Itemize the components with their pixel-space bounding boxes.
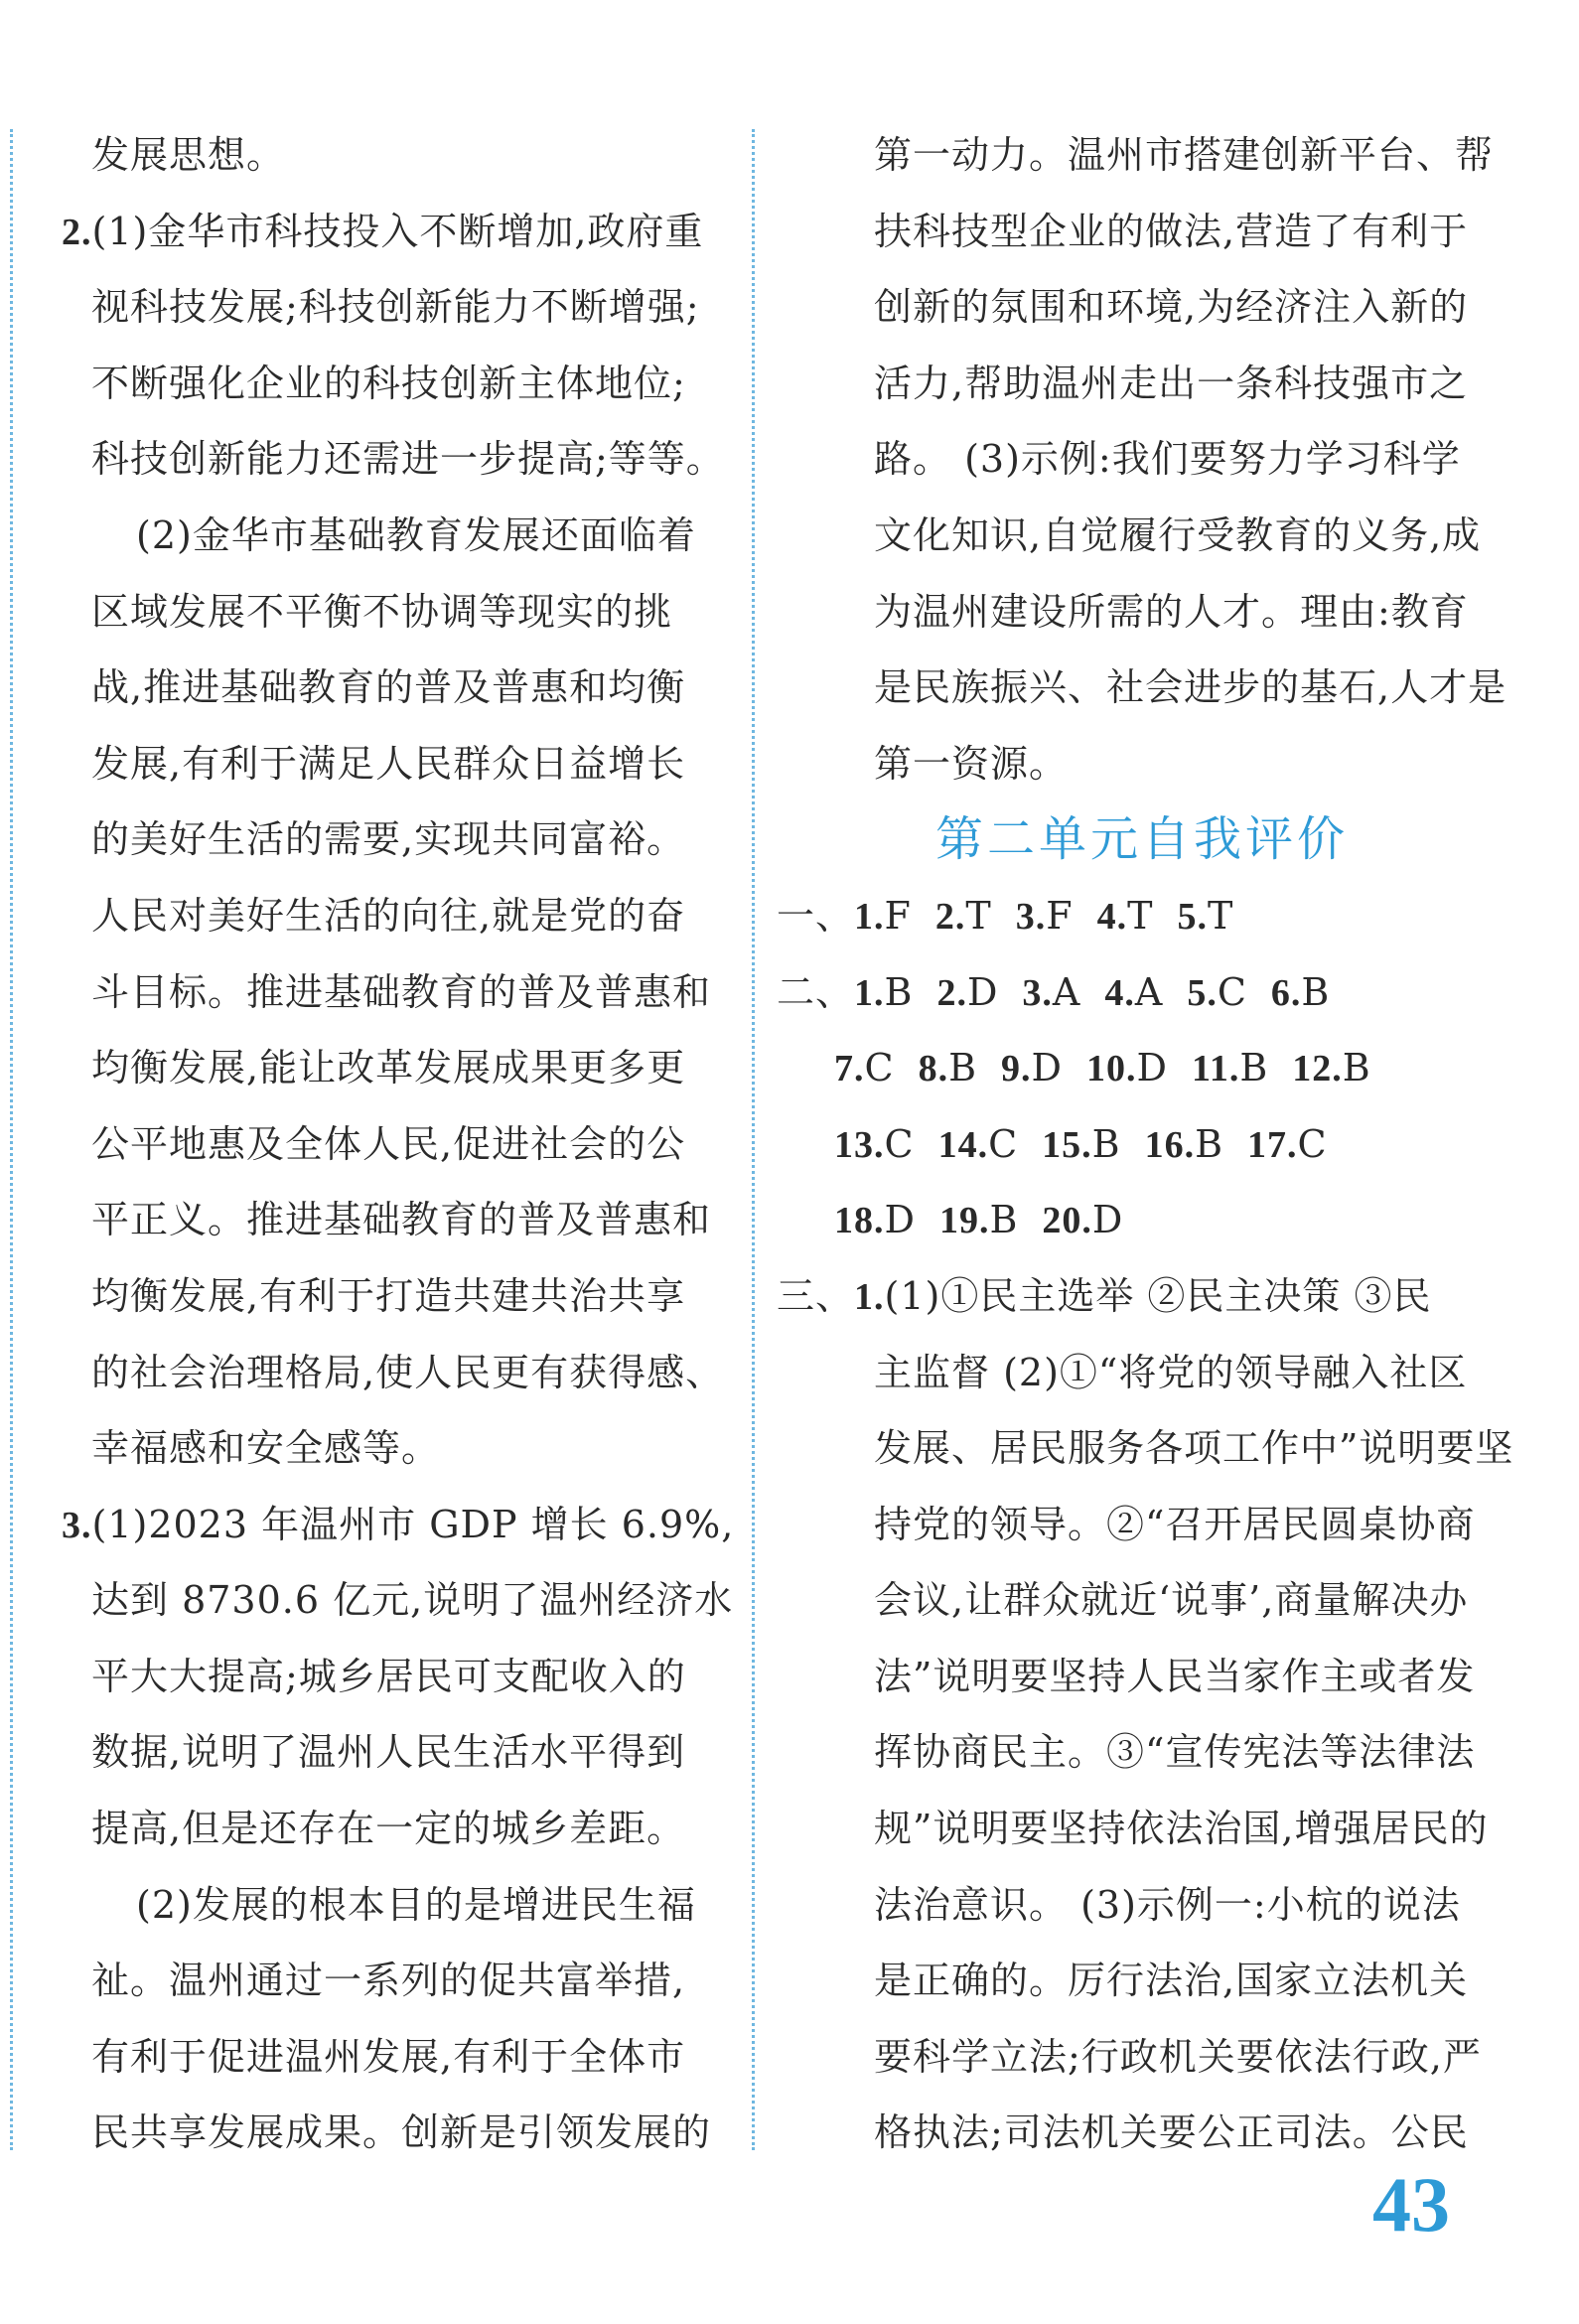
- answer-letter: C: [884, 1121, 915, 1166]
- answer-letter: C: [1217, 969, 1247, 1014]
- text-line: [91, 954, 735, 1031]
- answer-letter: D: [884, 1198, 916, 1242]
- text-line: [91, 1410, 735, 1487]
- question-number: 9.: [1001, 1048, 1032, 1090]
- answer-letter: B: [1239, 1046, 1269, 1090]
- line-text: 平正义。推进基础教育的普及普惠和: [91, 1198, 712, 1242]
- item-number: 2.: [62, 211, 92, 253]
- right-column: [777, 117, 1514, 2171]
- answer-row: [777, 878, 1470, 954]
- question-number: 17.: [1247, 1123, 1298, 1166]
- answer-item: [1145, 1106, 1223, 1184]
- line-text: 战,推进基础教育的普及普惠和均衡: [91, 665, 686, 710]
- text-line: 创新的氛围和环境,为经济注入新的: [874, 285, 1469, 330]
- text-line: 为温州建设所需的人才。理由:教育: [874, 589, 1469, 634]
- answer-letter: C: [1297, 1121, 1328, 1166]
- text-line: 持党的领导。②“召开居民圆桌协商: [874, 1502, 1476, 1546]
- left-column: [62, 117, 735, 2171]
- text-line: [91, 1106, 735, 1183]
- answer-row: [777, 954, 1470, 1031]
- answer-item: [834, 1030, 895, 1107]
- answer-letter: D: [1031, 1046, 1063, 1090]
- part3-prefix: 三、: [777, 1273, 855, 1318]
- text-line: [91, 1030, 735, 1106]
- answer-letter: B: [884, 969, 914, 1014]
- line-text: 斗目标。推进基础教育的普及普惠和: [91, 969, 712, 1014]
- text-line: 发展、居民服务各项工作中”说明要坚: [874, 1426, 1514, 1471]
- answer-letter: B: [1195, 1121, 1224, 1166]
- line-text: 达到 8730.6 亿元,说明了温州经济水: [91, 1578, 734, 1623]
- text-line: 是正确的。厉行法治,国家立法机关: [874, 1959, 1469, 2003]
- line-text: 人民对美好生活的向往,就是党的奋: [91, 893, 686, 938]
- text-line: 法”说明要坚持人民当家作主或者发: [874, 1654, 1476, 1698]
- answer-letter: B: [989, 1198, 1019, 1242]
- question-number: 10.: [1085, 1048, 1137, 1090]
- answer-item: [1097, 878, 1154, 955]
- text-line: 格执法;司法机关要公正司法。公民: [874, 2110, 1469, 2155]
- answer-letter: D: [1091, 1198, 1124, 1242]
- line-text: 提高,但是还存在一定的城乡差距。: [91, 1807, 686, 1851]
- line-text: 不断强化企业的科技创新主体地位;: [91, 361, 686, 405]
- answer-item: [919, 1030, 977, 1107]
- text-line: 主监督 (2)①“将党的领导融入社区: [874, 1350, 1468, 1394]
- line-text: (2)发展的根本目的是增进民生福: [136, 1882, 696, 1927]
- question-number: 5.: [1187, 971, 1218, 1014]
- line-text: 公平地惠及全体人民,促进社会的公: [91, 1121, 686, 1166]
- line-text: 祉。温州通过一系列的促共富举措,: [91, 1959, 686, 2003]
- item-number: 3.: [62, 1504, 92, 1546]
- answer-row: [785, 1182, 1470, 1258]
- answer-letter: C: [988, 1121, 1019, 1166]
- line-text: 均衡发展,能让改革发展成果更多更: [91, 1046, 686, 1090]
- answer-letter: F: [1046, 893, 1074, 938]
- section-title: 第二单元自我评价: [934, 811, 1349, 868]
- question-number: 6.: [1270, 971, 1302, 1014]
- question-number: 14.: [937, 1123, 989, 1166]
- question-number: 1.: [854, 895, 885, 938]
- text-line: 法治意识。 (3)示例一:小杭的说法: [874, 1882, 1461, 1927]
- text-line: [91, 346, 735, 422]
- part3-number: 1.: [854, 1275, 885, 1318]
- text-line: 活力,帮助温州走出一条科技强市之: [874, 361, 1469, 405]
- text-line: [91, 1182, 735, 1258]
- answer-letter: D: [966, 969, 999, 1014]
- line-text: 发展思想。: [91, 133, 286, 177]
- text-line: 规”说明要坚持依法治国,增强居民的: [874, 1807, 1489, 1851]
- question-number: 19.: [938, 1200, 990, 1242]
- question-number: 3.: [1015, 895, 1047, 938]
- text-line: 扶科技型企业的做法,营造了有利于: [874, 209, 1469, 253]
- text-line: 第一资源。: [874, 741, 1069, 786]
- answer-letter: T: [1207, 893, 1234, 938]
- question-number: 11.: [1191, 1048, 1240, 1090]
- text-line: [91, 421, 735, 498]
- answer-item: [1104, 954, 1163, 1032]
- answer-item: [1016, 878, 1074, 955]
- answer-item: [1001, 1030, 1063, 1107]
- text-line: [91, 1639, 735, 1715]
- line-text: 数据,说明了温州人民生活水平得到: [91, 1730, 686, 1775]
- answer-item: [935, 878, 992, 955]
- answer-letter: A: [1052, 969, 1081, 1014]
- text-line: [91, 1943, 735, 2019]
- answer-row: [785, 1106, 1470, 1183]
- answer-letter: B: [1091, 1121, 1121, 1166]
- line-text: 科技创新能力还需进一步提高;等等。: [91, 437, 725, 482]
- right-column-top-text: [785, 117, 1507, 801]
- question-number: 5.: [1177, 895, 1208, 938]
- text-line: [91, 1714, 735, 1791]
- question-number: 13.: [834, 1123, 885, 1166]
- text-line: [91, 878, 735, 954]
- text-line: 挥协商民主。③“宣传宪法等法律法: [874, 1730, 1476, 1775]
- answer-item: [1187, 954, 1247, 1032]
- text-line: [91, 117, 735, 194]
- answer-letter: F: [884, 893, 912, 938]
- answer-letter: A: [1134, 969, 1164, 1014]
- text-line: [91, 2019, 735, 2096]
- answer-item: [854, 954, 913, 1032]
- answer-item: [939, 1182, 1018, 1259]
- answer-letter: T: [965, 893, 992, 938]
- answer-row: [785, 1030, 1470, 1106]
- section-prefix: 二、: [777, 969, 855, 1014]
- line-text: 民共享发展成果。创新是引领发展的: [91, 2110, 712, 2155]
- question-number: 15.: [1042, 1123, 1092, 1166]
- answer-letter: B: [1301, 969, 1331, 1014]
- line-text: (1)2023 年温州市 GDP 增长 6.9%,: [91, 1502, 735, 1546]
- question-number: 18.: [834, 1200, 885, 1242]
- answer-item: [834, 1106, 915, 1184]
- answer-item: [938, 1106, 1019, 1184]
- section-prefix: 一、: [777, 893, 855, 938]
- text-line: [91, 269, 735, 346]
- answer-item: [834, 1182, 916, 1259]
- part3-text: [785, 1335, 1514, 2172]
- line-text: 有利于促进温州发展,有利于全体市: [91, 2034, 686, 2079]
- text-line: [62, 1487, 735, 1563]
- question-number: 20.: [1042, 1200, 1092, 1242]
- line-text: 的社会治理格局,使人民更有获得感、: [91, 1350, 725, 1394]
- question-number: 1.: [854, 971, 885, 1014]
- text-line: [91, 574, 735, 651]
- answer-item: [1042, 1182, 1123, 1259]
- answer-letter: B: [1342, 1046, 1371, 1090]
- page-number: 43: [1372, 2161, 1450, 2248]
- line-text: 的美好生活的需要,实现共同富裕。: [91, 817, 686, 862]
- answer-item: [854, 878, 912, 955]
- answer-item: [1271, 954, 1330, 1032]
- text-line: 会议,让群众就近‘说事’,商量解决办: [874, 1578, 1469, 1623]
- line-text: 幸福感和安全感等。: [91, 1426, 441, 1471]
- question-number: 3.: [1022, 971, 1053, 1014]
- question-number: 2.: [934, 895, 966, 938]
- answer-letter: D: [1136, 1046, 1168, 1090]
- line-text: 均衡发展,有利于打造共建共治共享: [91, 1273, 686, 1318]
- text-line: [91, 801, 735, 878]
- answer-item: [936, 954, 998, 1032]
- answer-letter: T: [1127, 893, 1154, 938]
- line-text: (2)金华市基础教育发展还面临着: [136, 512, 696, 557]
- question-number: 4.: [1104, 971, 1135, 1014]
- answer-item: [1042, 1106, 1120, 1184]
- text-line: [91, 1791, 735, 1867]
- text-line: [91, 1562, 735, 1639]
- text-line: 第一动力。温州市搭建创新平台、帮: [874, 133, 1495, 177]
- question-number: 7.: [834, 1048, 865, 1090]
- answer-key: [777, 878, 1470, 1258]
- text-line: [91, 1335, 735, 1411]
- answer-item: [1292, 1030, 1370, 1107]
- answer-item: [1086, 1030, 1168, 1107]
- text-line: 要科学立法;行政机关要依法行政,严: [874, 2034, 1482, 2079]
- question-number: 4.: [1096, 895, 1128, 938]
- text-line: 是民族振兴、社会进步的基石,人才是: [874, 665, 1507, 710]
- answer-item: [1247, 1106, 1328, 1184]
- question-number: 16.: [1144, 1123, 1196, 1166]
- text-line: [91, 498, 735, 574]
- text-line: [62, 194, 735, 270]
- question-number: 2.: [936, 971, 967, 1014]
- question-number: 12.: [1292, 1048, 1343, 1090]
- text-line: [91, 1258, 735, 1335]
- text-line: 路。 (3)示例:我们要努力学习科学: [874, 437, 1461, 482]
- answer-letter: C: [864, 1046, 895, 1090]
- line-text: 视科技发展;科技创新能力不断增强;: [91, 285, 700, 330]
- answer-item: [1177, 878, 1233, 955]
- line-text: 区域发展不平衡不协调等现实的挑: [91, 589, 673, 634]
- text-line: [91, 1867, 735, 1944]
- text-line: [91, 650, 735, 726]
- question-number: 8.: [918, 1048, 949, 1090]
- text-line: [91, 726, 735, 802]
- left-margin-dotted-line: [10, 129, 13, 2150]
- answer-item: [1022, 954, 1080, 1032]
- center-dotted-divider: [752, 129, 755, 2150]
- part3-first-line-text: (1)①民主选举 ②民主决策 ③民: [884, 1273, 1432, 1318]
- text-line: [91, 2095, 735, 2171]
- part3-first-line: [777, 1258, 1470, 1335]
- answer-item: [1192, 1030, 1268, 1107]
- answer-letter: B: [948, 1046, 978, 1090]
- text-line: 文化知识,自觉履行受教育的义务,成: [874, 512, 1482, 557]
- line-text: 平大大提高;城乡居民可支配收入的: [91, 1654, 686, 1698]
- line-text: 发展,有利于满足人民群众日益增长: [91, 741, 686, 786]
- line-text: (1)金华市科技投入不断增加,政府重: [91, 209, 704, 253]
